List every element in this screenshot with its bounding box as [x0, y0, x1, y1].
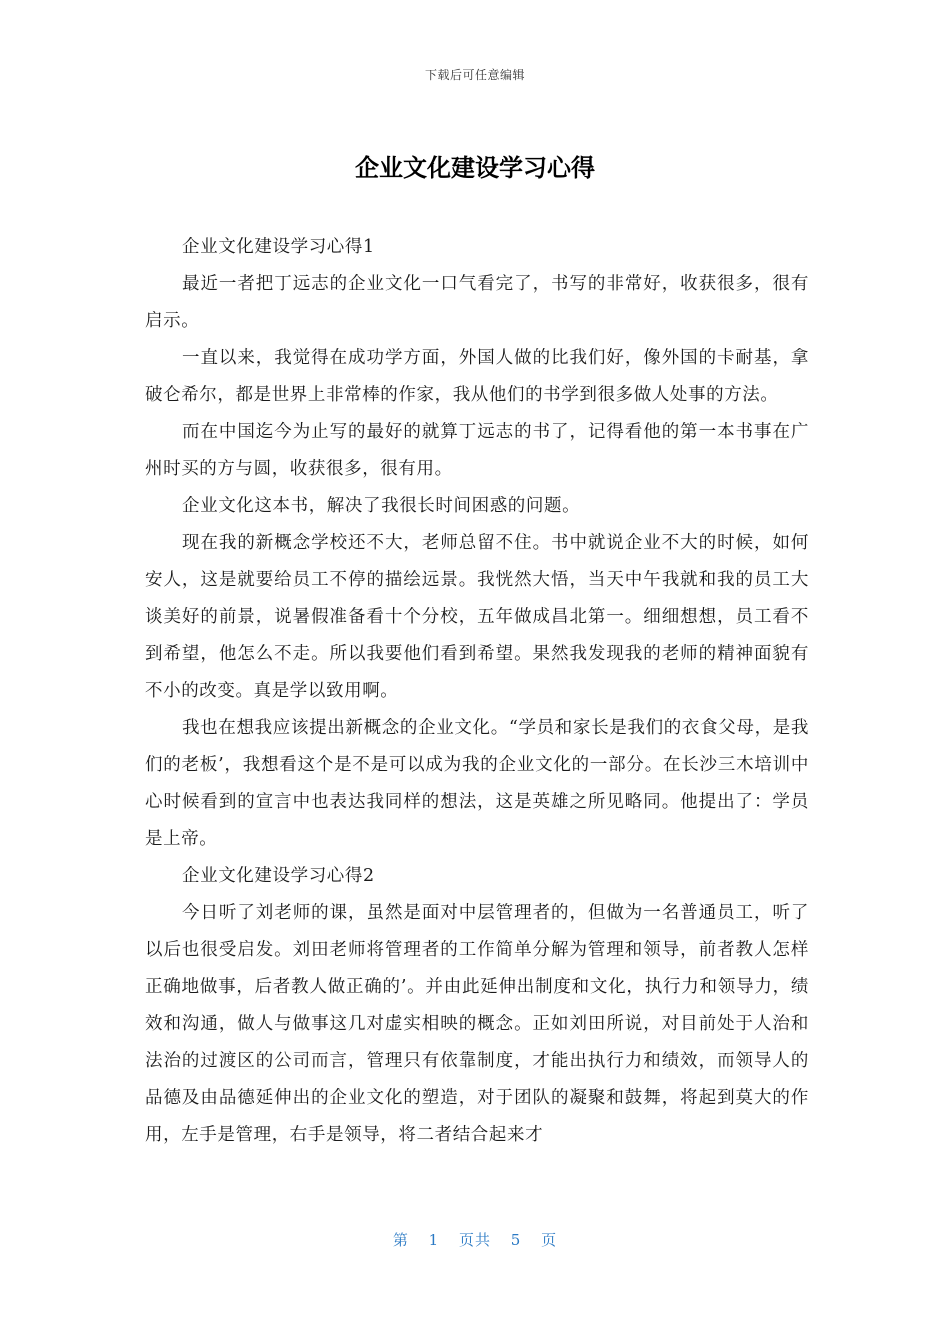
page-number-footer: 第 1 页共 5 页	[392, 1231, 558, 1249]
paragraph: 一直以来，我觉得在成功学方面，外国人做的比我们好，像外国的卡耐基，拿破仑希尔，都是世界上非常棒的作家，我从他们的书学到很多做人处事的方法。	[145, 348, 809, 405]
section-heading-1: 企业文化建设学习心得1	[182, 237, 375, 257]
paragraph: 而在中国迄今为止写的最好的就算丁远志的书了，记得看他的第一本书事在广州时买的方与圆，收获很多，很有用。	[145, 422, 809, 479]
paragraph: 今日听了刘老师的课，虽然是面对中层管理者的，但做为一名普通员工，听了以后也很受启发。刘田老师将管理者的工作简单分解为管理和领导，前者教人怎样正确地做事，后者教人做正确的’。并由此延伸出制度和文化，执行力和领导力，绩效和沟通，做人与做事这几对虚实相映的概念。正如刘田所说，对目前处于人治和法治的过渡区的公司而言，管理只有依靠制度，才能出执行力和绩效，而领导人的品德及由品德延伸出的企业文化的塑造，对于团队的凝聚和鼓舞，将起到莫大的作用，左手是管理，右手是领导，将二者结合起来才	[145, 903, 809, 1145]
paragraph: 现在我的新概念学校还不大，老师总留不住。书中就说企业不大的时候，如何安人，这是就要给员工不停的描绘远景。我恍然大悟，当天中午我就和我的员工大谈美好的前景，说暑假准备看十个分校，五年做成昌北第一。细细想想，员工看不到希望，他怎么不走。所以我要他们看到希望。果然我发现我的老师的精神面貌有不小的改变。真是学以致用啊。	[145, 533, 809, 701]
paragraph: 我也在想我应该提出新概念的企业文化。“学员和家长是我们的衣食父母，是我们的老板’，我想看这个是不是可以成为我的企业文化的一部分。在长沙三木培训中心时候看到的宣言中也表达我同样的想法，这是英雄之所见略同。他提出了：学员是上帝。	[145, 718, 809, 849]
paragraph: 企业文化这本书，解决了我很长时间困惑的问题。	[182, 496, 581, 516]
document-title: 企业文化建设学习心得	[355, 154, 595, 182]
paragraph: 最近一者把丁远志的企业文化一口气看完了，书写的非常好，收获很多，很有启示。	[145, 274, 809, 331]
document-body	[145, 229, 809, 1154]
page-header-note: 下载后可任意编辑	[424, 68, 525, 82]
section-heading-2: 企业文化建设学习心得2	[182, 866, 375, 886]
